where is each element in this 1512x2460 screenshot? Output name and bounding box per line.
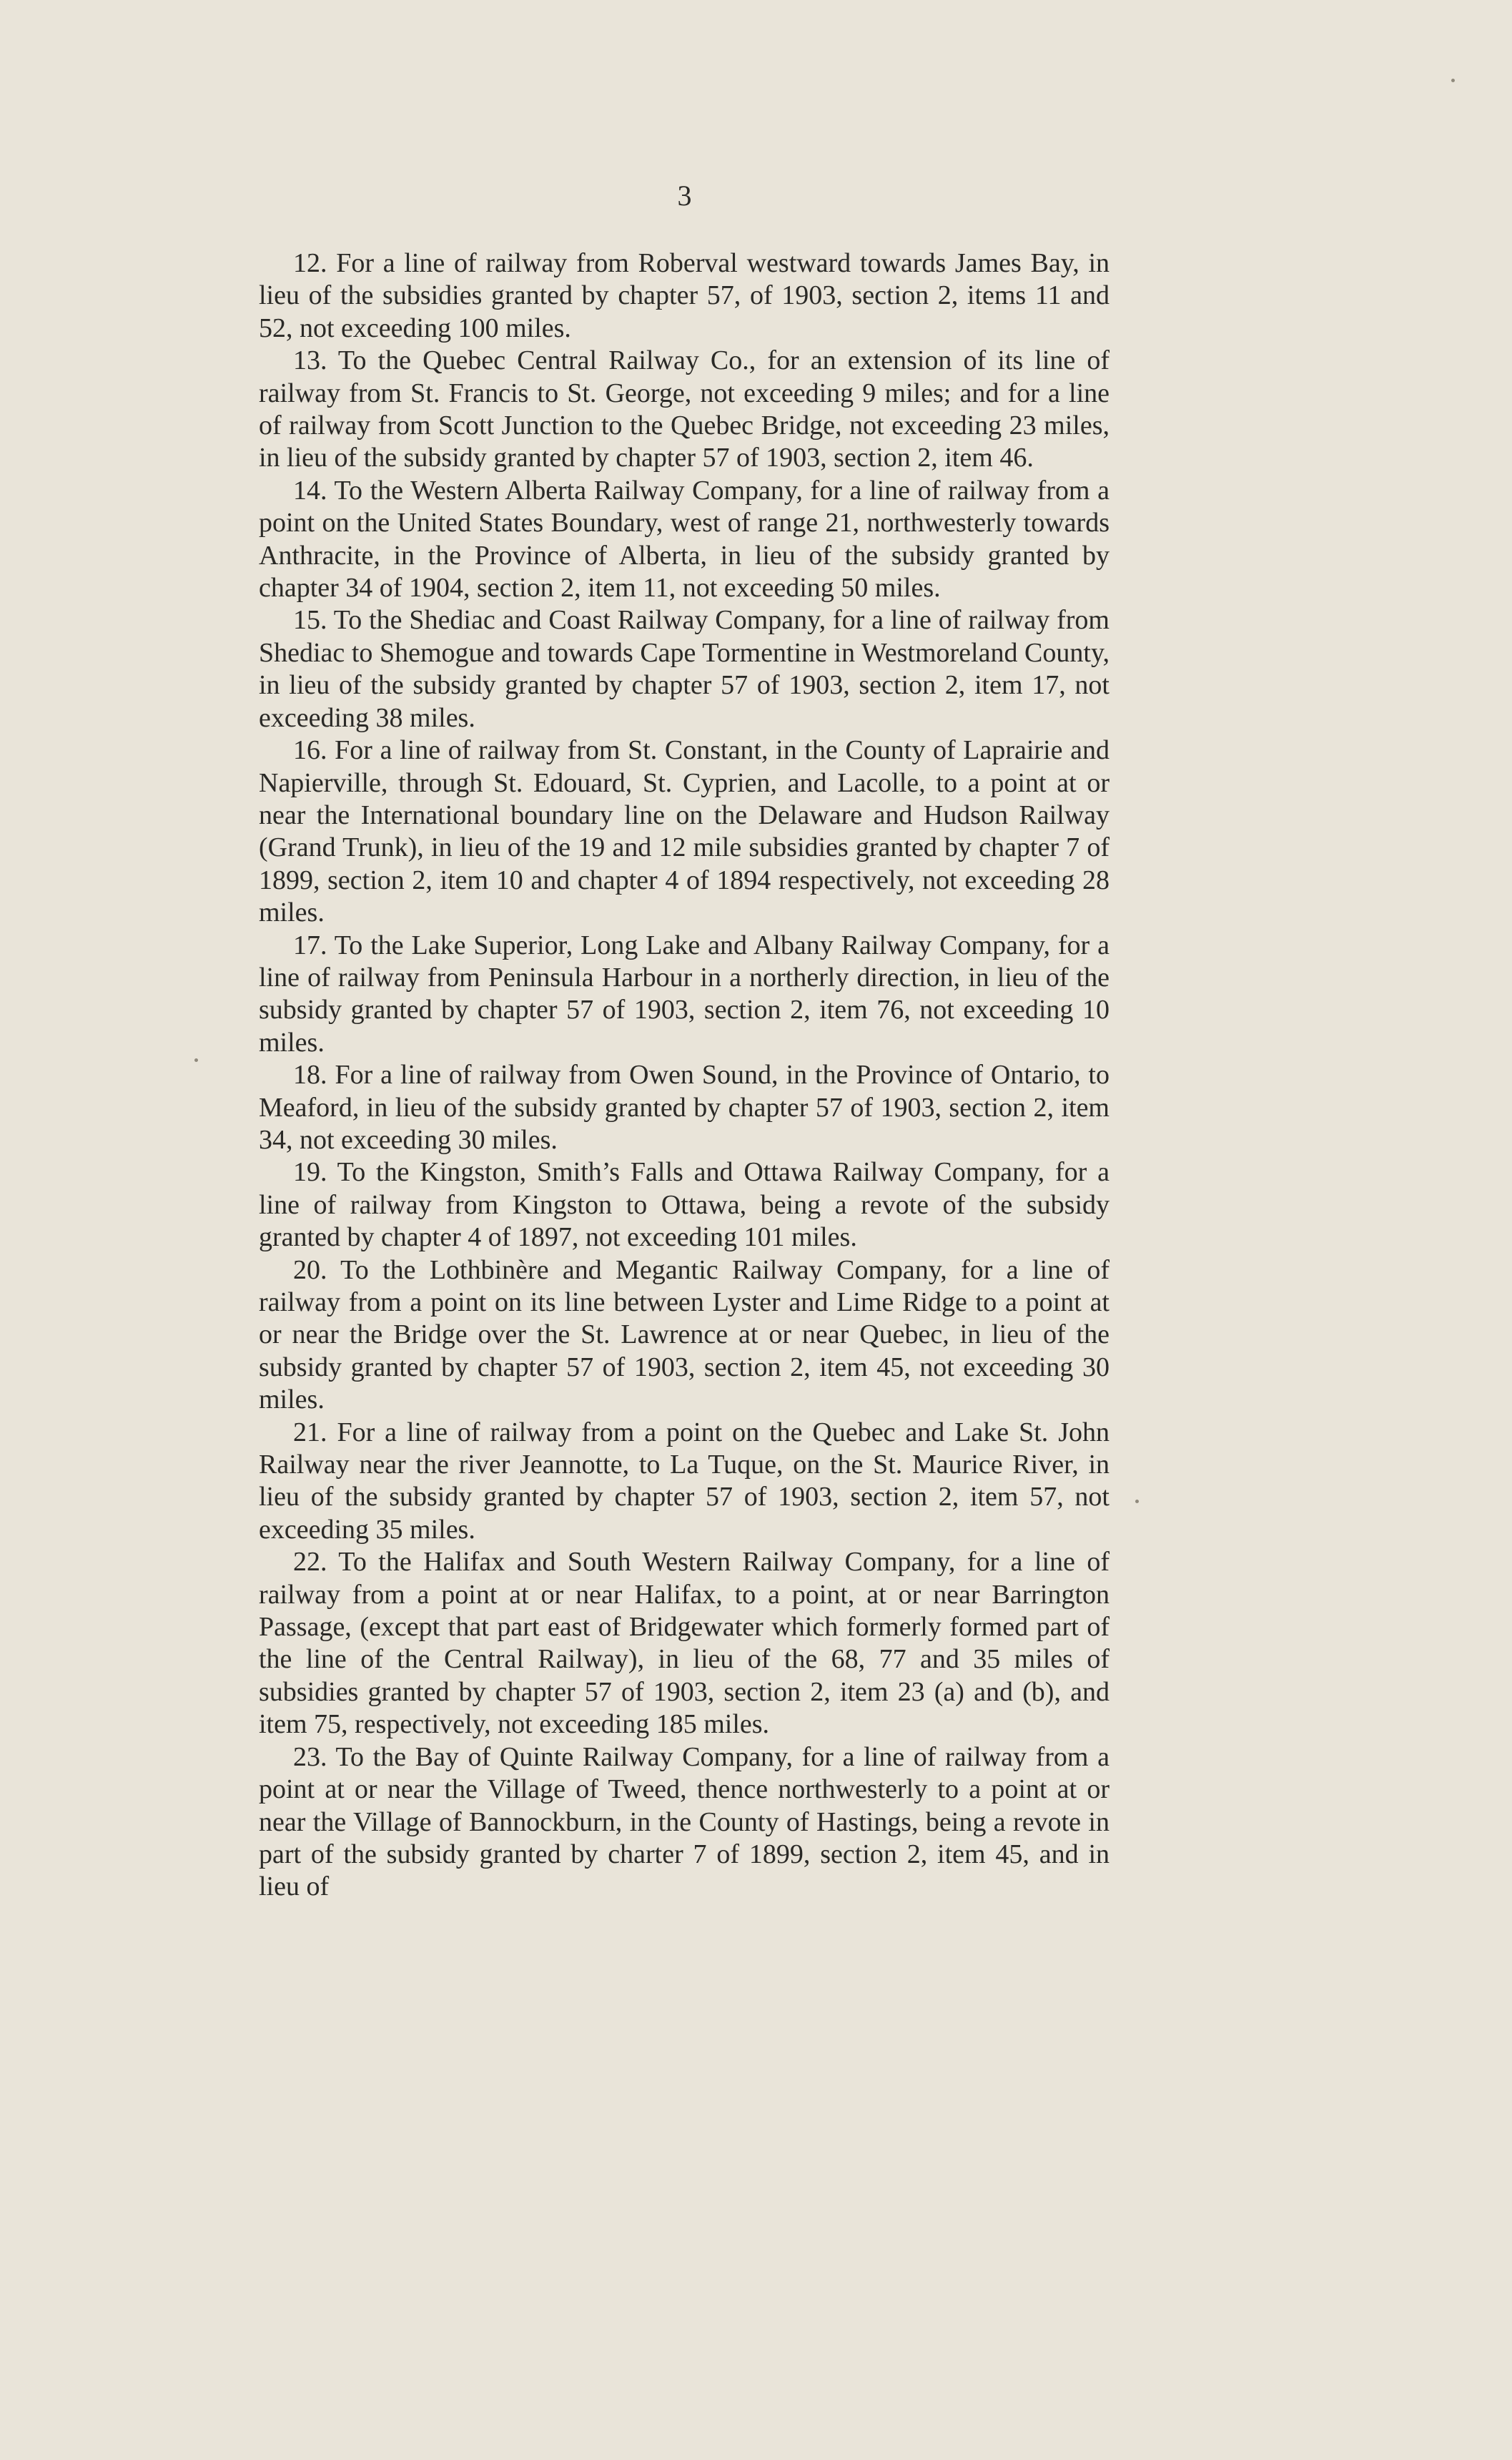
paragraph-item-19: 19. To the Kingston, Smith’s Falls and Ottawa Railway Company, for a line of railway from Kingston to Ottawa, being a revote of the subsidy granted by chapter 4 of 1897, not exceeding 101 miles. bbox=[259, 1157, 1110, 1253]
paragraph-item-17: 17. To the Lake Superior, Long Lake and Albany Railway Company, for a line of railway from Peninsula Harbour in a northerly direction, in lieu of the subsidy granted by chapter 57 of 1903, section 2, item 76, not exceeding 10 miles. bbox=[259, 930, 1110, 1058]
paper-speck bbox=[1451, 79, 1455, 82]
page-number: 3 bbox=[677, 179, 692, 212]
paper-speck bbox=[1135, 1500, 1139, 1503]
paper-speck bbox=[194, 1058, 198, 1062]
paragraph-item-14: 14. To the Western Alberta Railway Company, for a line of railway from a point on the United States Boundary, west of range 21, northwesterly towards Anthracite, in the Province of Alberta, in lieu of the subsidy granted by chapter 34 of 1904, section 2, item 11, not exceeding 50 miles. bbox=[259, 475, 1110, 604]
paragraph-item-22: 22. To the Halifax and South Western Railway Company, for a line of railway from a point at or near Halifax, to a point, at or near Barrington Passage, (except that part east of Bridgewater which formerly formed part of the line of the Central Railway), in lieu of the 68, 77 and 35 miles of subsidies granted by chapter 57 of 1903, section 2, item 23 (a) and (b), and item 75, respectively, not exceeding 185 miles. bbox=[259, 1547, 1110, 1740]
paragraph-item-18: 18. For a line of railway from Owen Sound, in the Province of Ontario, to Meaford, in lieu of the subsidy granted by chapter 57 of 1903, section 2, item 34, not exceeding 30 miles. bbox=[259, 1060, 1110, 1155]
paragraph-item-15: 15. To the Shediac and Coast Railway Company, for a line of railway from Shediac to Shemogue and towards Cape Tormentine in Westmoreland County, in lieu of the subsidy granted by chapter 57 of 1903, section 2, item 17, not exceeding 38 miles. bbox=[259, 605, 1110, 733]
paragraph-item-21: 21. For a line of railway from a point on the Quebec and Lake St. John Railway near the river Jeannotte, to La Tuque, on the St. Maurice River, in lieu of the subsidy granted by chapter 57 of 1903, section 2, item 57, not exceeding 35 miles. bbox=[259, 1417, 1110, 1545]
paragraph-item-20: 20. To the Lothbinère and Megantic Railway Company, for a line of railway from a point on its line between Lyster and Lime Ridge to a point at or near the Bridge over the St. Lawrence at or near Quebec, in lieu of the subsidy granted by chapter 57 of 1903, section 2, item 45, not exceeding 30 miles. bbox=[259, 1254, 1110, 1415]
body-text bbox=[259, 247, 1110, 1904]
paragraph-item-16: 16. For a line of railway from St. Constant, in the County of Laprairie and Napierville, through St. Edouard, St. Cyprien, and Lacolle, to a point at or near the International boundary line on the Delaware and Hudson Railway (Grand Trunk), in lieu of the 19 and 12 mile subsidies granted by chapter 7 of 1899, section 2, item 10 and chapter 4 of 1894 respectively, not exceeding 28 miles. bbox=[259, 735, 1110, 928]
paragraph-item-23: 23. To the Bay of Quinte Railway Company, for a line of railway from a point at or near the Village of Tweed, thence northwesterly to a point at or near the Village of Bannockburn, in the County of Hastings, being a revote in part of the subsidy granted by charter 7 of 1899, section 2, item 45, and in lieu of bbox=[259, 1741, 1110, 1902]
paragraph-item-13: 13. To the Quebec Central Railway Co., for an extension of its line of railway from St. Francis to St. George, not exceeding 9 miles; and for a line of railway from Scott Junction to the Quebec Bridge, not exceeding 23 miles, in lieu of the subsidy granted by chapter 57 of 1903, section 2, item 46. bbox=[259, 345, 1110, 473]
paragraph-item-12: 12. For a line of railway from Roberval westward towards James Bay, in lieu of the subsidies granted by chapter 57, of 1903, section 2, items 11 and 52, not exceeding 100 miles. bbox=[259, 248, 1110, 343]
